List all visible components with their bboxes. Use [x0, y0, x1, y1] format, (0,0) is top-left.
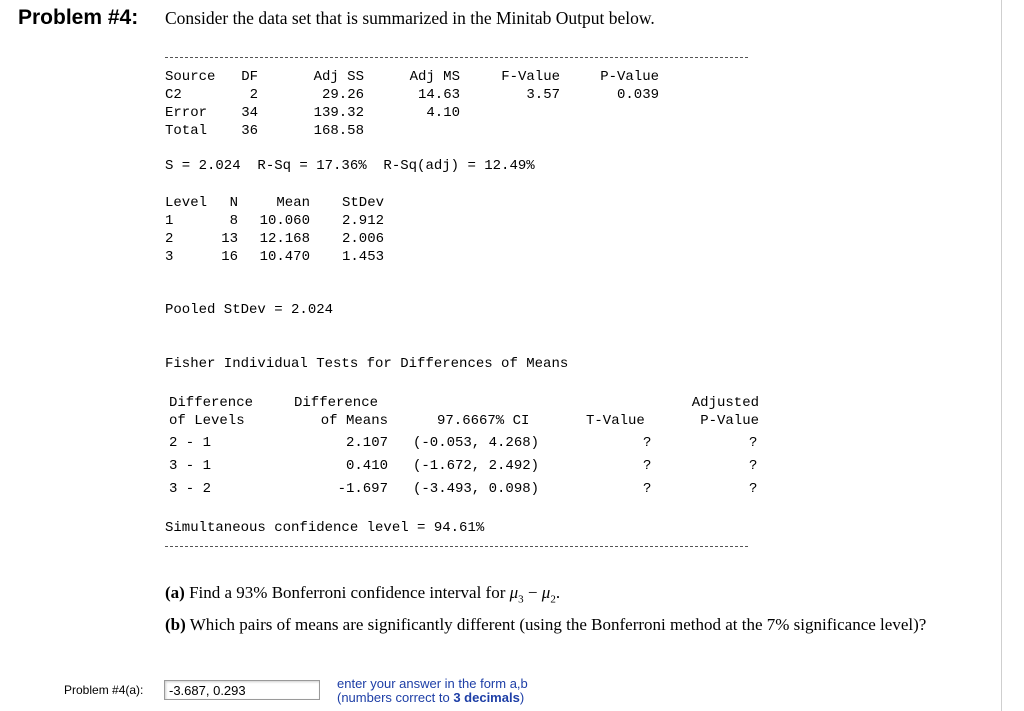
levels-cell: 1.453	[341, 249, 384, 265]
mu-symbol: μ	[509, 583, 519, 602]
simultaneous-confidence: Simultaneous confidence level = 94.61%	[165, 520, 485, 536]
model-summary: S = 2.024 R-Sq = 17.36% R-Sq(adj) = 12.49%	[165, 158, 535, 174]
anova-header-df: DF	[241, 69, 258, 85]
fisher-cell: -1.697	[337, 481, 388, 497]
levels-cell: 2.006	[341, 231, 384, 247]
anova-header-f-value: F-Value	[501, 69, 560, 85]
bottom-divider	[165, 546, 748, 547]
anova-cell: 29.26	[321, 87, 364, 103]
hint-line-1: enter your answer in the form a,b	[337, 676, 528, 691]
levels-cell: 10.470	[259, 249, 310, 265]
anova-cell: 34	[241, 105, 258, 121]
answer-label: Problem #4(a):	[64, 683, 144, 697]
levels-header-n: N	[229, 195, 238, 211]
fisher-cell: (-1.672, 2.492)	[413, 458, 540, 474]
levels-cell: 16	[221, 249, 238, 265]
anova-cell: 0.039	[616, 87, 659, 103]
anova-header-p-value: P-Value	[600, 69, 659, 85]
levels-cell: 12.168	[259, 231, 310, 247]
problem-title: Problem #4:	[18, 6, 139, 29]
fisher-header-diff-levels-2: of Levels	[169, 413, 245, 429]
fisher-cell: 3 - 1	[169, 458, 212, 474]
fisher-header-adj-p-2: P-Value	[700, 413, 759, 429]
fisher-cell: (-0.053, 4.268)	[413, 435, 540, 451]
fisher-cell: 2 - 1	[169, 435, 212, 451]
page-right-border	[1001, 0, 1002, 711]
levels-cell: 2.912	[341, 213, 384, 229]
anova-cell: Error	[165, 105, 208, 121]
anova-header-source: Source	[165, 69, 216, 85]
top-divider	[165, 57, 748, 58]
intro-text: Consider the data set that is summarized in the Minitab Output below.	[165, 8, 655, 28]
fisher-title: Fisher Individual Tests for Differences of Means	[165, 356, 569, 372]
levels-cell: 10.060	[259, 213, 310, 229]
fisher-cell: 0.410	[345, 458, 388, 474]
anova-cell: 14.63	[417, 87, 460, 103]
question-a-label: (a)	[165, 583, 185, 602]
anova-cell: 36	[241, 123, 258, 139]
levels-cell: 2	[165, 231, 174, 247]
fisher-header-t-value: T-Value	[586, 413, 645, 429]
levels-cell: 1	[165, 213, 174, 229]
fisher-header-ci: 97.6667% CI	[437, 413, 530, 429]
anova-cell: C2	[165, 87, 182, 103]
fisher-cell: 2.107	[345, 435, 388, 451]
anova-cell: 139.32	[313, 105, 364, 121]
anova-header-adj-ss: Adj SS	[313, 69, 364, 85]
period: .	[555, 583, 561, 602]
anova-cell: Total	[165, 123, 208, 139]
anova-header-adj-ms: Adj MS	[409, 69, 460, 85]
pooled-stdev: Pooled StDev = 2.024	[165, 302, 334, 318]
fisher-header-diff-means-2: of Means	[320, 413, 388, 429]
question-a-text: Find a 93% Bonferroni confidence interval for	[189, 583, 506, 602]
hint-bold: 3 decimals	[453, 690, 520, 705]
levels-cell: 13	[221, 231, 238, 247]
mu-symbol: μ	[541, 583, 551, 602]
fisher-cell: 3 - 2	[169, 481, 212, 497]
fisher-cell: ?	[643, 481, 652, 497]
levels-cell: 3	[165, 249, 174, 265]
question-b-label: (b)	[165, 615, 186, 634]
fisher-cell: ?	[749, 481, 758, 497]
minus-sign: −	[523, 583, 542, 602]
question-a	[165, 583, 560, 605]
fisher-cell: (-3.493, 0.098)	[413, 481, 540, 497]
levels-header-stdev: StDev	[341, 195, 384, 211]
anova-cell: 168.58	[313, 123, 364, 139]
fisher-cell: ?	[643, 458, 652, 474]
subscript: 3	[518, 593, 524, 606]
levels-header-level: Level	[165, 195, 208, 211]
fisher-cell: ?	[749, 435, 758, 451]
fisher-cell: ?	[643, 435, 652, 451]
hint-line-2	[337, 691, 528, 705]
anova-cell: 4.10	[426, 105, 460, 121]
answer-input[interactable]	[164, 680, 320, 700]
hint-suffix: )	[519, 690, 525, 705]
answer-hint	[337, 677, 528, 705]
subscript: 2	[550, 593, 556, 606]
levels-cell: 8	[229, 213, 238, 229]
question-b-text: Which pairs of means are significantly different (using the Bonferroni method at the 7% significance level)?	[189, 615, 927, 634]
question-b	[165, 615, 926, 635]
hint-prefix: (numbers correct to	[337, 690, 454, 705]
fisher-header-diff-levels-1: Difference	[169, 395, 254, 411]
fisher-cell: ?	[749, 458, 758, 474]
levels-header-mean: Mean	[276, 195, 310, 211]
fisher-header-adj-p-1: Adjusted	[691, 395, 759, 411]
fisher-header-diff-means-1: Difference	[294, 395, 379, 411]
anova-cell: 2	[249, 87, 258, 103]
anova-cell: 3.57	[526, 87, 560, 103]
